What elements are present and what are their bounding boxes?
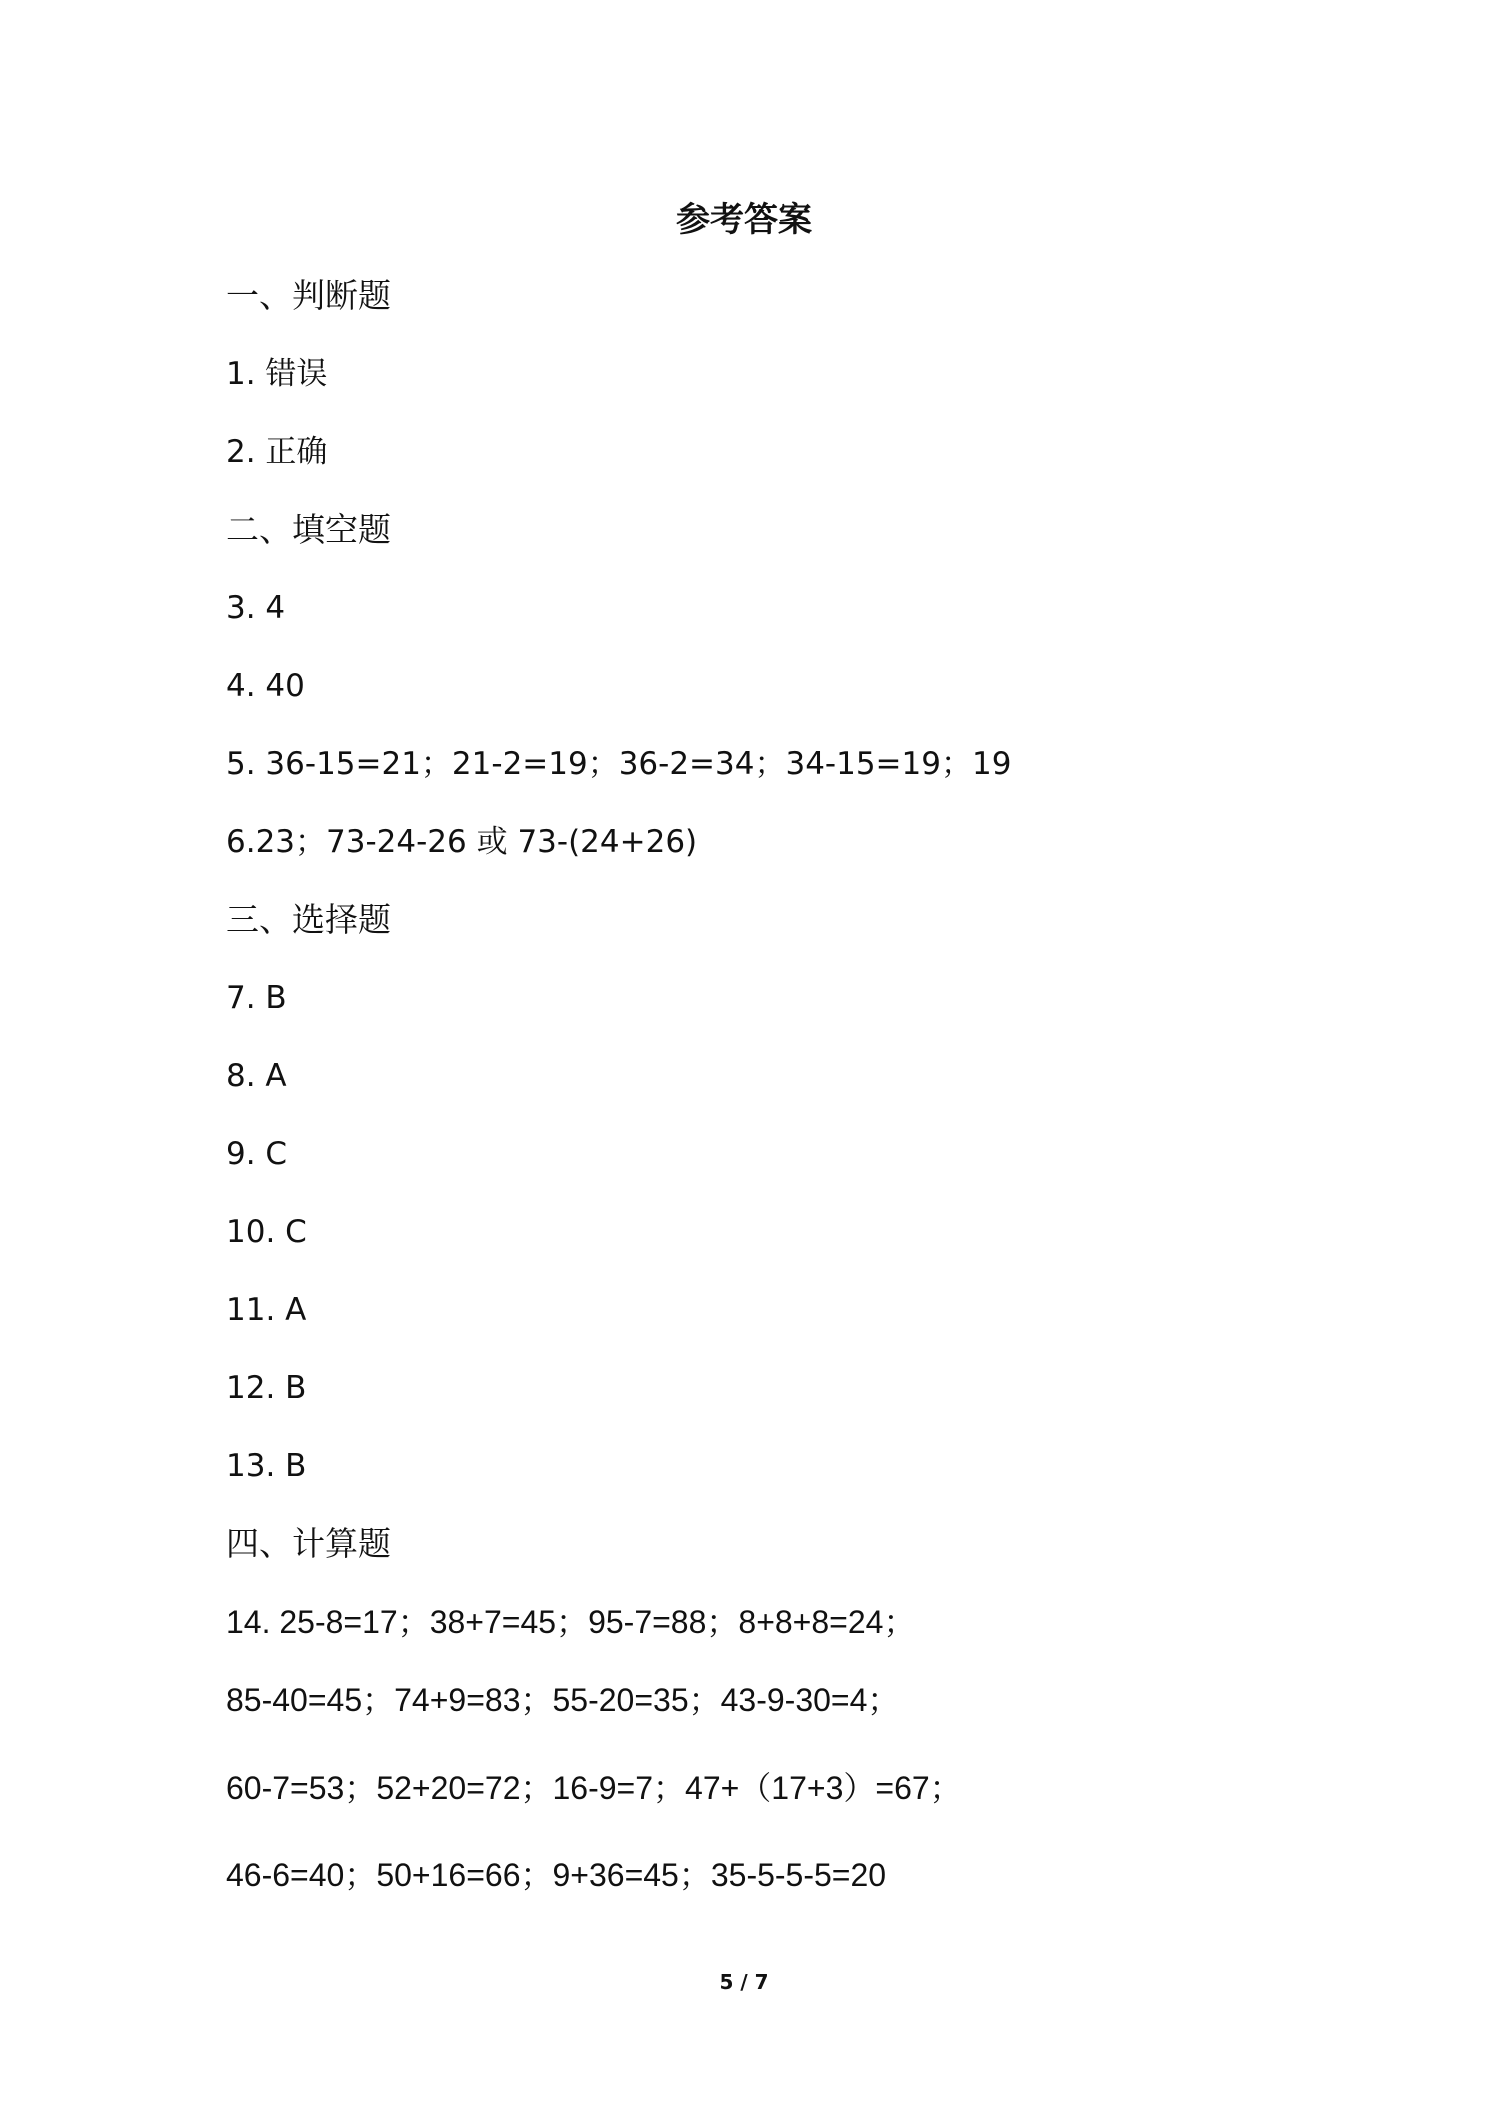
answer-1: 1. 错误 [226,356,328,392]
answer-9: 9. C [226,1136,288,1172]
answer-7: 7. B [226,980,287,1016]
answer-10: 10. C [226,1214,307,1250]
section-heading-calculation: 四、计算题 [226,1524,391,1563]
page-number: 5 / 7 [719,1970,769,1994]
answer-14-row-1: 14. 25-8=17；38+7=45；95-7=88；8+8+8=24； [226,1604,916,1640]
answer-14-row-2: 85-40=45；74+9=83；55-20=35；43-9-30=4； [226,1682,900,1718]
answer-11: 11. A [226,1292,307,1328]
section-heading-choice: 三、选择题 [226,900,391,939]
answer-3: 3. 4 [226,590,286,626]
answer-6: 6.23；73-24-26 或 73-(24+26) [226,824,698,860]
answer-14-row-4: 46-6=40；50+16=66；9+36=45；35-5-5-5=20 [226,1857,887,1893]
section-heading-fill-blank: 二、填空题 [226,510,391,549]
answer-5: 5. 36-15=21；21-2=19；36-2=34；34-15=19；19 [226,746,1012,782]
answer-12: 12. B [226,1370,307,1406]
answer-8: 8. A [226,1058,287,1094]
answer-14-row-3: 60-7=53；52+20=72；16-9=7；47+（17+3）=67； [226,1770,962,1806]
section-heading-judgement: 一、判断题 [226,276,391,315]
answer-4: 4. 40 [226,668,305,704]
page-title: 参考答案 [676,200,812,240]
answer-2: 2. 正确 [226,434,328,470]
answer-13: 13. B [226,1448,307,1484]
